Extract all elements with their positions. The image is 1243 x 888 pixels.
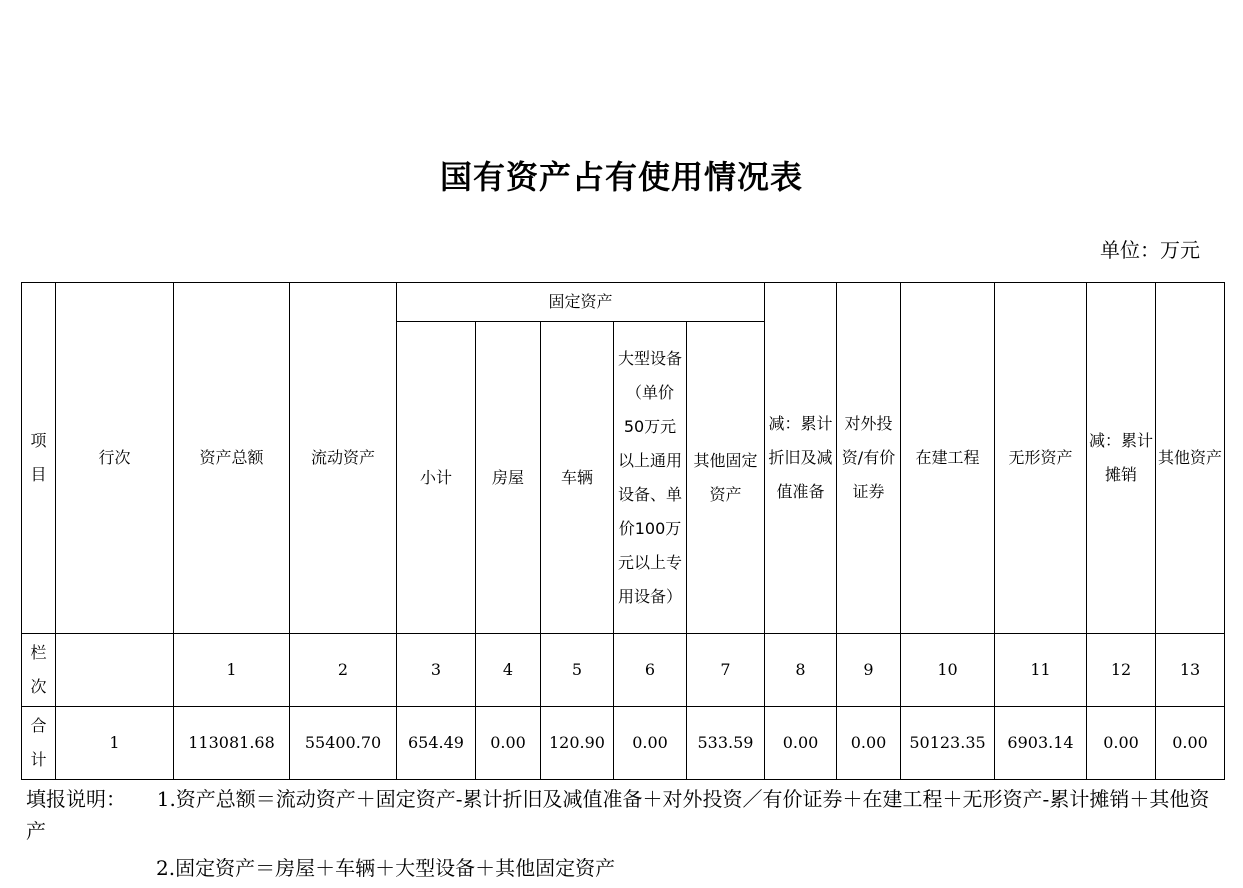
column-number-blank	[56, 634, 174, 707]
column-number: 2	[290, 634, 397, 707]
header-depreciation: 减：累计折旧及减值准备	[765, 283, 837, 634]
unit-label: 单位：万元	[1100, 238, 1200, 262]
total-value: 0.00	[476, 707, 541, 780]
total-row	[22, 707, 1225, 780]
column-number: 8	[765, 634, 837, 707]
header-vehicles: 车辆	[541, 322, 614, 634]
column-number: 9	[837, 634, 901, 707]
header-amortization: 减：累计摊销	[1087, 283, 1156, 634]
header-buildings: 房屋	[476, 322, 541, 634]
column-number-row	[22, 634, 1225, 707]
total-value: 120.90	[541, 707, 614, 780]
total-row-label: 合计	[22, 707, 56, 780]
header-large-equipment: 大型设备（单价50万元以上通用设备、单价100万元以上专用设备）	[614, 322, 687, 634]
column-number: 13	[1156, 634, 1225, 707]
column-number: 4	[476, 634, 541, 707]
total-row-line: 1	[56, 707, 174, 780]
total-value: 0.00	[1156, 707, 1225, 780]
total-value: 0.00	[614, 707, 687, 780]
filling-notes	[26, 783, 1226, 847]
header-investment: 对外投资/有价证券	[837, 283, 901, 634]
header-other-fixed: 其他固定资产	[687, 322, 765, 634]
column-number: 1	[174, 634, 290, 707]
header-subtotal: 小计	[397, 322, 476, 634]
notes-label: 填报说明：	[26, 787, 126, 811]
column-number: 5	[541, 634, 614, 707]
total-value: 50123.35	[901, 707, 995, 780]
total-value: 654.49	[397, 707, 476, 780]
column-number-label: 栏次	[22, 634, 56, 707]
total-value: 0.00	[765, 707, 837, 780]
column-number: 3	[397, 634, 476, 707]
total-value: 533.59	[687, 707, 765, 780]
header-item: 项目	[22, 283, 56, 634]
column-number: 10	[901, 634, 995, 707]
header-line: 行次	[56, 283, 174, 634]
column-number: 6	[614, 634, 687, 707]
header-total-assets: 资产总额	[174, 283, 290, 634]
total-value: 55400.70	[290, 707, 397, 780]
header-intangible: 无形资产	[995, 283, 1087, 634]
total-value: 6903.14	[995, 707, 1087, 780]
header-current-assets: 流动资产	[290, 283, 397, 634]
header-construction: 在建工程	[901, 283, 995, 634]
note-2: 2.固定资产＝房屋＋车辆＋大型设备＋其他固定资产	[156, 856, 616, 880]
total-value: 0.00	[837, 707, 901, 780]
column-number: 7	[687, 634, 765, 707]
header-row-1	[22, 283, 1225, 322]
header-other-assets: 其他资产	[1156, 283, 1225, 634]
note-1: 1.资产总额＝流动资产＋固定资产-累计折旧及减值准备＋对外投资／有价证券＋在建工程＋无形资产-累计摊销＋其他资产	[26, 787, 1210, 843]
column-number: 11	[995, 634, 1087, 707]
header-fixed-assets: 固定资产	[397, 283, 765, 322]
asset-table	[21, 282, 1225, 780]
total-value: 113081.68	[174, 707, 290, 780]
page-title: 国有资产占有使用情况表	[439, 158, 803, 196]
total-value: 0.00	[1087, 707, 1156, 780]
column-number: 12	[1087, 634, 1156, 707]
